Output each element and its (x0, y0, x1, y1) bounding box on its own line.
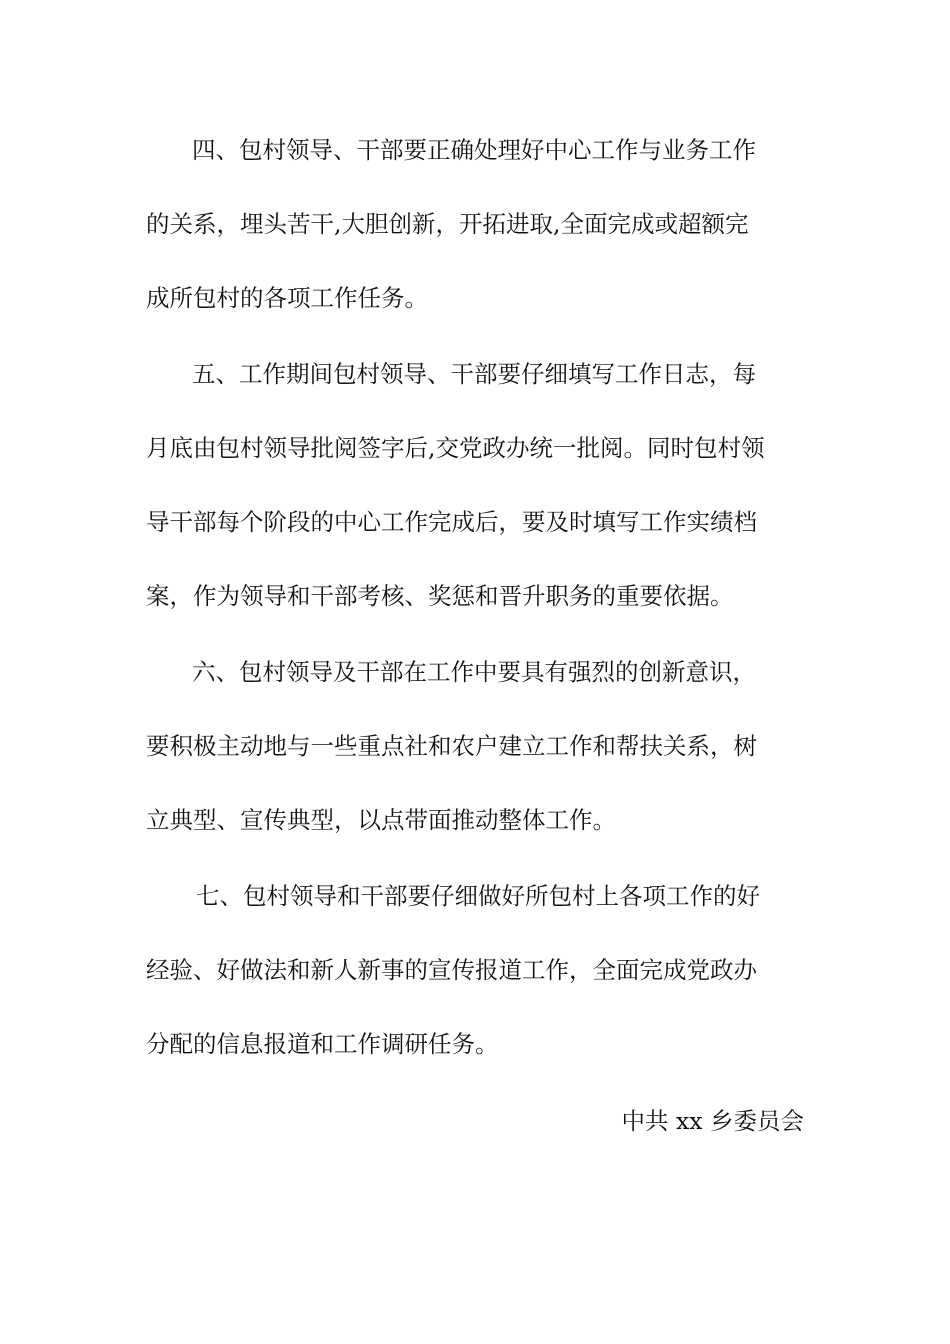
paragraph-line: 七、包村领导和干部要仔细做好所包村上各项工作的好 (196, 882, 760, 910)
paragraph-line: 导干部每个阶段的中心工作完成后，要及时填写工作实绩档 (146, 508, 757, 536)
paragraph-line: 分配的信息报道和工作调研任务。 (146, 1030, 499, 1058)
paragraph-line: 要积极主动地与一些重点社和农户建立工作和帮扶关系，树 (146, 732, 757, 760)
paragraph-line: 的关系，埋头苦干,大胆创新，开拓进取,全面完成或超额完 (146, 210, 749, 238)
paragraph-line: 立典型、宣传典型，以点带面推动整体工作。 (146, 806, 616, 834)
paragraph-line: 月底由包村领导批阅签字后,交党政办统一批阅。同时包村领 (146, 434, 765, 462)
paragraph-line: 成所包村的各项工作任务。 (146, 284, 428, 312)
paragraph-line: 经验、好做法和新人新事的宣传报道工作，全面完成党政办 (146, 956, 757, 984)
signature: 中共 xx 乡委员会 (621, 1107, 804, 1135)
paragraph-line: 四、包村领导、干部要正确处理好中心工作与业务工作 (192, 136, 756, 164)
paragraph-line: 五、工作期间包村领导、干部要仔细填写工作日志，每 (192, 360, 756, 388)
paragraph-line: 案，作为领导和干部考核、奖惩和晋升职务的重要依据。 (146, 582, 734, 610)
paragraph-line: 六、包村领导及干部在工作中要具有强烈的创新意识， (192, 658, 756, 686)
